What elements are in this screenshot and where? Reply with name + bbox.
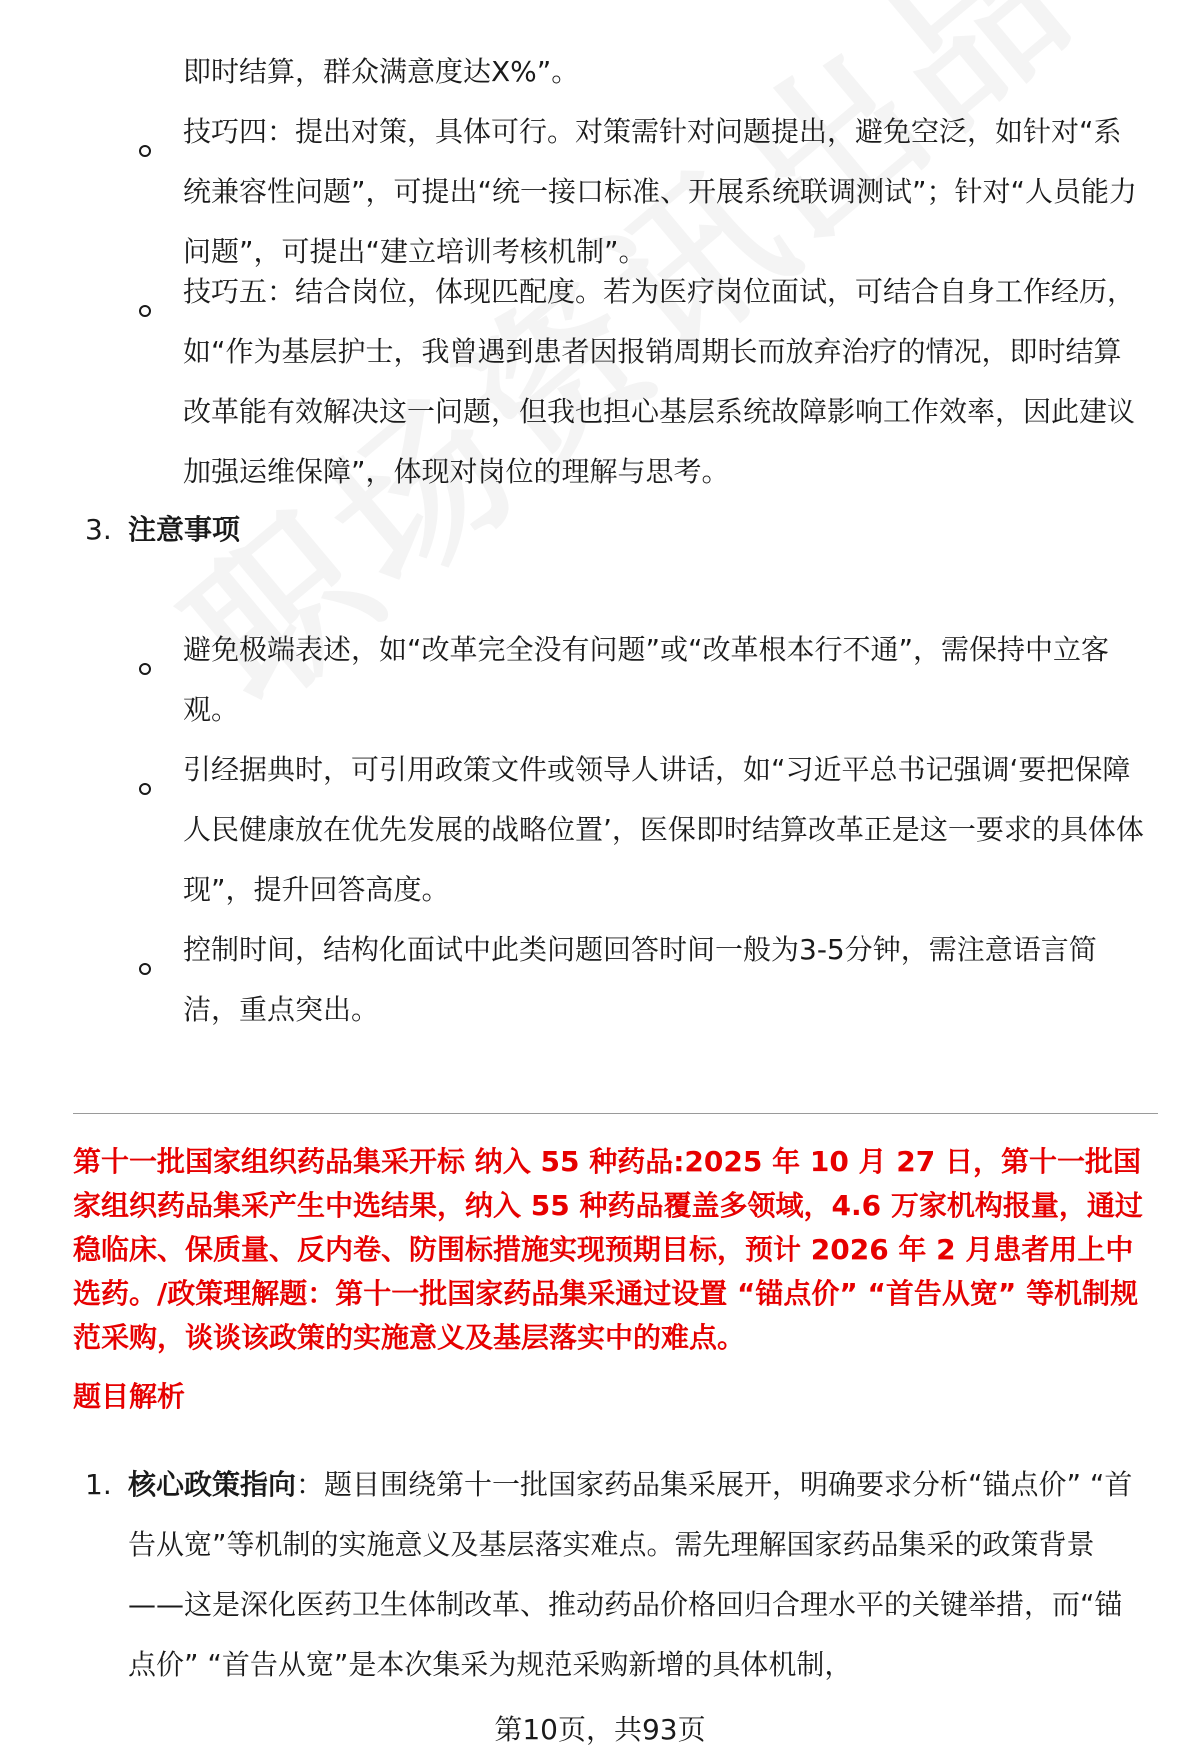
bullet-icon (139, 663, 151, 675)
analysis-text: ：题目围绕第十一批国家药品集采展开，明确要求分析“锚点价” “首告从宽”等机制的实施意义及基层落实难点。需先理解国家药品集采的政策背景——这是深化医药卫生体制改革、推动药品价格回归合理水平的关键举措，而“锚点价” “首告从宽”是本次集采为规范采购新增的具体机制， (128, 1468, 1133, 1681)
tip-item: 技巧四：提出对策，具体可行。对策需针对问题提出，避免空泛，如针对“系统兼容性问题”，可提出“统一接口标准、开展系统联调测试”；针对“人员能力问题”，可提出“建立培训考核机制”。 (183, 115, 1138, 268)
bullet-icon (139, 963, 151, 975)
bullet-icon (139, 145, 151, 157)
analysis-number: 1. (85, 1468, 112, 1501)
bullet-icon (139, 305, 151, 317)
continuation-text: 即时结算，群众满意度达X%”。 (183, 55, 580, 88)
section-title: 注意事项 (128, 513, 241, 546)
news-question-block: 第十一批国家组织药品集采开标 纳入 55 种药品:2025 年 10 月 27 日，第十一批国家组织药品集采产生中选结果，纳入 55 种药品覆盖多领域，4.6 万家机构报量，通过稳临床、保质量、反内卷、防围标措施实现预期目标，预计 2026 年 2 月患者用上中选药。/政策理解题：第十一批国家药品集采通过设置 “锚点价” “首告从宽” 等机制规范采购，谈谈该政策的实施意义及基层落实中的难点。 (73, 1145, 1143, 1354)
section-divider (73, 1113, 1158, 1114)
analysis-heading: 题目解析 (73, 1380, 186, 1413)
analysis-item (128, 1455, 1148, 1695)
notice-item: 避免极端表述，如“改革完全没有问题”或“改革根本行不通”，需保持中立客观。 (183, 633, 1110, 726)
section-number: 3. (85, 513, 112, 546)
bullet-icon (139, 783, 151, 795)
tip-item: 技巧五：结合岗位，体现匹配度。若为医疗岗位面试，可结合自身工作经历，如“作为基层护士，我曾遇到患者因报销周期长而放弃治疗的情况，即时结算改革能有效解决这一问题，但我也担心基层系统故障影响工作效率，因此建议加强运维保障”，体现对岗位的理解与思考。 (183, 275, 1136, 488)
notice-item: 引经据典时，可引用政策文件或领导人讲话，如“习近平总书记强调‘要把保障人民健康放在优先发展的战略位置’，医保即时结算改革正是这一要求的具体体现”，提升回答高度。 (183, 753, 1144, 906)
analysis-title: 核心政策指向 (128, 1468, 297, 1501)
notice-item: 控制时间，结构化面试中此类问题回答时间一般为3-5分钟，需注意语言简洁，重点突出。 (183, 933, 1097, 1026)
page-footer: 第10页，共93页 (494, 1713, 706, 1746)
